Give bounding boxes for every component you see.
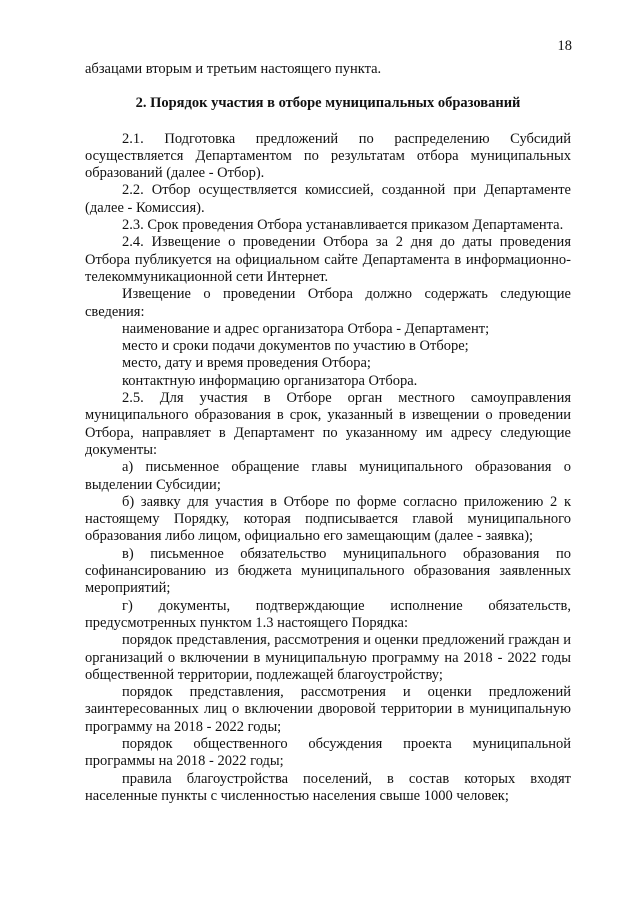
list-item-v: в) письменное обязательство муниципального образования по софинансированию из бюджета муниципального образования заявленных мероприятий; — [85, 545, 571, 597]
notice-paragraph: Извещение о проведении Отбора должно содержать следующие сведения: — [85, 286, 571, 320]
paragraph-2-3: 2.3. Срок проведения Отбора устанавливается приказом Департамента. — [122, 217, 564, 234]
sub-item-2: порядок представления, рассмотрения и оценки предложений заинтересованных лиц о включении дворовой территории в муниципальную программу на 2018 - 2022 годы; — [85, 684, 571, 735]
intro-line: абзацами вторым и третьим настоящего пункта. — [85, 61, 382, 77]
list-item-g: г) документы, подтверждающие исполнение обязательств, предусмотренных пунктом 1.3 настоящего Порядка: — [85, 597, 571, 631]
list-item-b: б) заявку для участия в Отборе по форме согласно приложению 2 к настоящему Порядку, которая подписывается главой муниципального образования либо лицом, официально его замещающим (далее - заявка); — [85, 493, 571, 545]
sub-item-3: порядок общественного обсуждения проекта муниципальной программы на 2018 - 2022 годы; — [85, 735, 571, 770]
section-heading: 2. Порядок участия в отборе муниципальных образований — [135, 95, 521, 112]
paragraph-2-2: 2.2. Отбор осуществляется комиссией, созданной при Департаменте (далее - Комиссия). — [85, 182, 571, 216]
paragraph-2-1: 2.1. Подготовка предложений по распределению Субсидий осуществляется Департаментом по результатам отбора муниципальных образований (далее - Отбор). — [85, 130, 571, 182]
sub-item-4: правила благоустройства поселений, в состав которых входят населенные пункты с численностью населения свыше 1000 человек; — [85, 770, 571, 804]
paragraph-2-4: 2.4. Извещение о проведении Отбора за 2 дня до даты проведения Отбора публикуется на официальном сайте Департамента в информационно-телекоммуникационной сети Интернет. — [85, 234, 571, 285]
list-item-place: место и сроки подачи документов по участию в Отборе; — [122, 338, 469, 355]
list-item-contact: контактную информацию организатора Отбора. — [122, 372, 418, 389]
paragraph-2-5: 2.5. Для участия в Отборе орган местного самоуправления муниципального образования в срок, указанный в извещении о проведении Отбора, направляет в Департамент по указанному им адресу следующие документы: — [85, 390, 571, 458]
list-item-name: наименование и адрес организатора Отбора - Департамент; — [122, 320, 490, 337]
sub-item-1: порядок представления, рассмотрения и оценки предложений граждан и организаций о включении в муниципальную программу на 2018 - 2022 годы общественной территории, подлежащей благоустройству; — [85, 632, 571, 683]
page-number: 18 — [557, 38, 572, 54]
document-body — [85, 61, 571, 805]
list-item-a: а) письменное обращение главы муниципального образования о выделении Субсидии; — [85, 459, 571, 493]
list-item-date: место, дату и время проведения Отбора; — [122, 355, 371, 372]
